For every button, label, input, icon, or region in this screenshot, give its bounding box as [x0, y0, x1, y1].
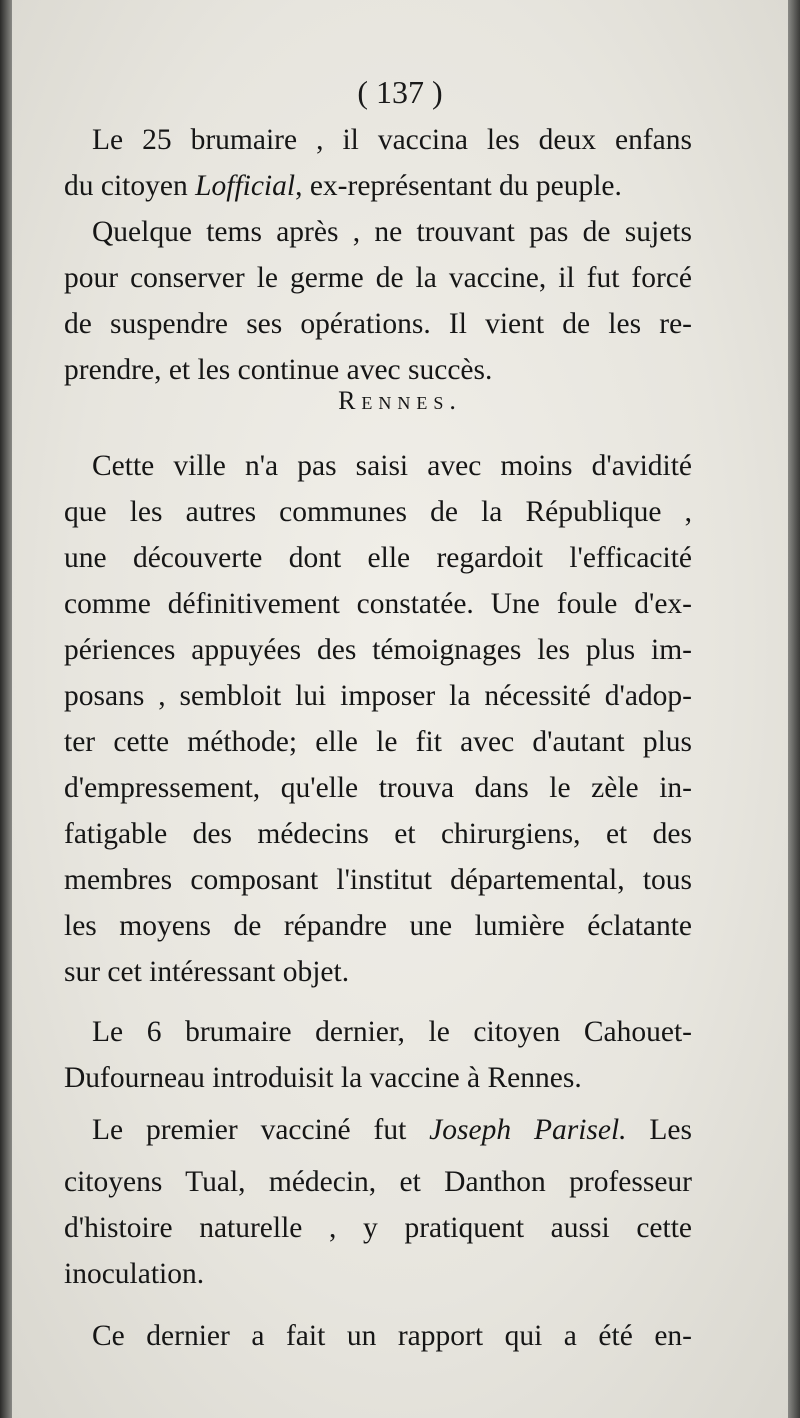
text-line: Le 25 brumaire , il vaccina les deux enfans	[92, 124, 692, 156]
text-span: du citoyen	[64, 170, 196, 202]
text-line: Ce dernier a fait un rapport qui a été en-	[92, 1320, 692, 1352]
text-line: ter cette méthode; elle le fit avec d'autant plus	[64, 726, 692, 758]
italic-name: Joseph Parisel.	[429, 1114, 627, 1146]
text-line: fatigable des médecins et chirurgiens, et des	[64, 818, 692, 850]
text-line	[92, 1108, 692, 1152]
text-line: Quelque tems après , ne trouvant pas de sujets	[92, 216, 692, 248]
text-line: périences appuyées des témoignages les plus im-	[64, 634, 692, 666]
text-line	[64, 164, 692, 208]
section-heading: Rennes.	[338, 386, 462, 415]
text-line: d'empressement, qu'elle trouva dans le zèle in-	[64, 772, 692, 804]
page-number-header: ( 137 )	[357, 74, 443, 110]
text-line: membres composant l'institut départemental, tous	[64, 864, 692, 896]
text-line: sur cet intéressant objet.	[64, 956, 350, 988]
text-line: que les autres communes de la République ,	[64, 496, 692, 528]
text-line: comme définitivement constatée. Une foule d'ex-	[64, 588, 692, 620]
page-shadow-left	[0, 0, 12, 1418]
text-line: pour conserver le germe de la vaccine, il fut forcé	[64, 262, 692, 294]
text-line: de suspendre ses opérations. Il vient de les re-	[64, 308, 692, 340]
text-span: Le premier vacciné fut	[92, 1114, 430, 1146]
text-span: Les	[626, 1114, 693, 1146]
text-line: Le 6 brumaire dernier, le citoyen Cahouet-	[92, 1016, 692, 1048]
page-shadow-right	[788, 0, 800, 1418]
text-line: Cette ville n'a pas saisi avec moins d'avidité	[92, 450, 692, 482]
text-line: Dufourneau introduisit la vaccine à Rennes.	[64, 1062, 582, 1094]
text-line: une découverte dont elle regardoit l'efficacité	[64, 542, 692, 574]
text-line: inoculation.	[64, 1258, 205, 1290]
italic-name: Lofficial	[195, 170, 296, 202]
text-line: les moyens de répandre une lumière éclatante	[64, 910, 692, 942]
text-line: citoyens Tual, médecin, et Danthon professeur	[64, 1166, 692, 1198]
text-span: , ex-représentant du peuple.	[295, 170, 622, 202]
text-line: posans , sembloit lui imposer la nécessité d'adop-	[64, 680, 692, 712]
text-line: prendre, et les continue avec succès.	[64, 354, 493, 386]
book-page	[12, 0, 788, 1418]
text-line: d'histoire naturelle , y pratiquent aussi cette	[64, 1212, 692, 1244]
